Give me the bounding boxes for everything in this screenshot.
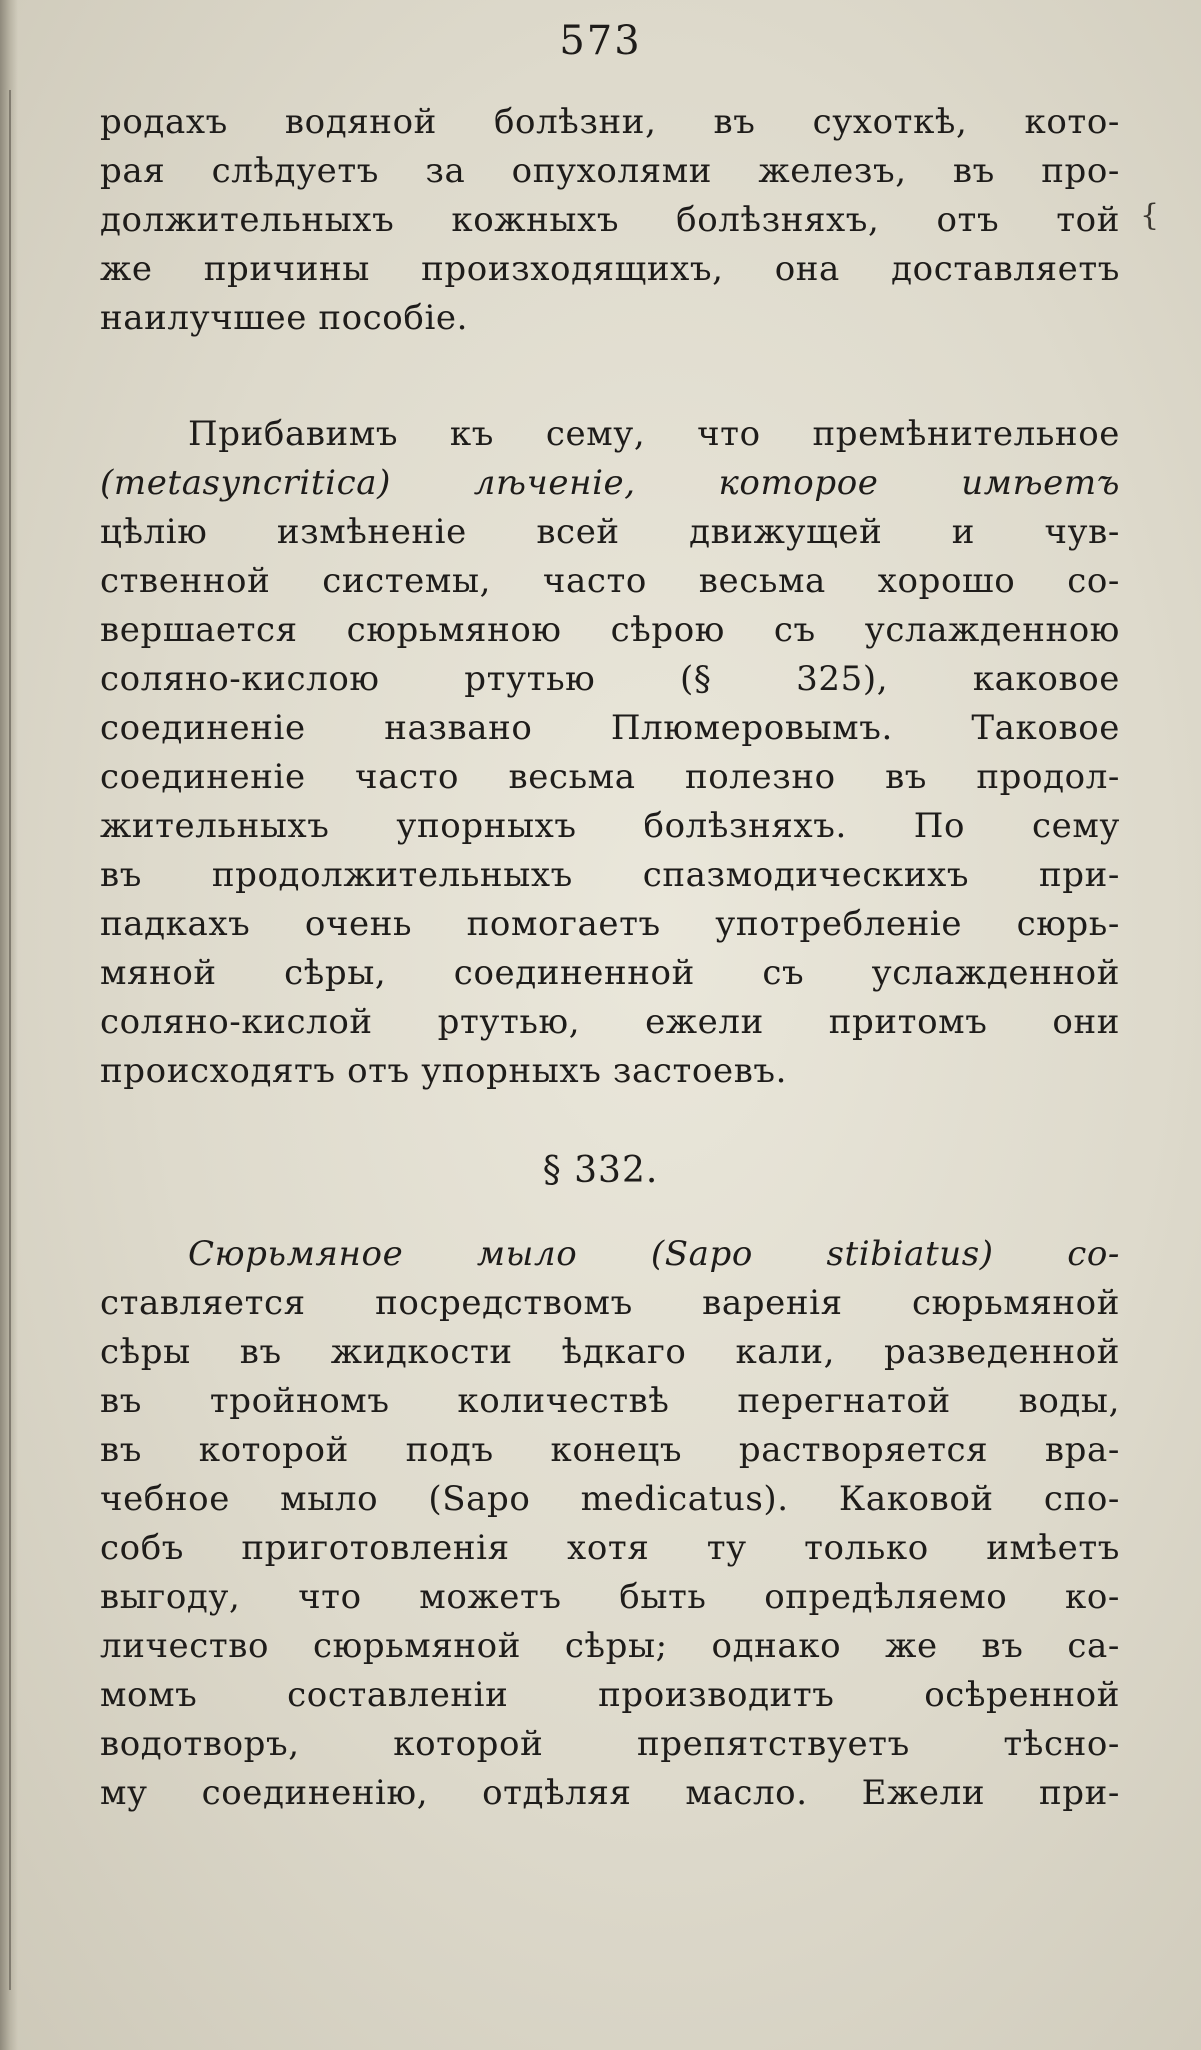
text-line: мяной сѣры, соединенной съ услажденной [100,953,1120,993]
text-line: личество сюрьмяной сѣры; однако же въ са- [100,1626,1120,1666]
text-line: же причины произходящихъ, она доставляетъ [100,249,1120,289]
paragraph-continuation [100,98,1120,343]
text-line-latin-term [100,459,1120,508]
text-line: должительныхъ кожныхъ болѣзняхъ, отъ той [100,200,1120,240]
text-line: ственной системы, часто весьма хорошо со- [100,561,1120,601]
text-line: соляно-кислой ртутью, ежели притомъ они [100,1002,1120,1042]
paragraph-sapo-stibiatus [100,1230,1120,1818]
text-line: въ тройномъ количествѣ перегнатой воды, [100,1381,1120,1421]
text-line: падкахъ очень помогаетъ употребленіе сюрь- [100,904,1120,944]
text-line: въ которой подъ конецъ растворяется вра- [100,1430,1120,1470]
text-line: жительныхъ упорныхъ болѣзняхъ. По сему [100,806,1120,846]
text-line: въ продолжительныхъ спазмодическихъ при- [100,855,1120,895]
text-line: выгоду, что можетъ быть опредѣляемо ко- [100,1577,1120,1617]
text-line: собъ приготовленія хотя ту только имѣетъ [100,1528,1120,1568]
text-line: цѣлію измѣненіе всей движущей и чув- [100,512,1120,552]
text-line: родахъ водяной болѣзни, въ сухоткѣ, кото- [100,102,1120,142]
text-line: наилучшее пособіе. [100,298,469,338]
margin-mark: { [1140,198,1160,233]
text-line: ставляется посредствомъ варенія сюрьмяной [100,1283,1120,1323]
text-line: соединеніе названо Плюмеровымъ. Таковое [100,708,1120,748]
text-line: Прибавимъ къ сему, что премѣнительное [188,414,1120,454]
paragraph-metasyncritica [100,410,1120,1096]
section-heading: § 332. [542,1150,659,1191]
text-line: рая слѣдуетъ за опухолями железъ, въ про- [100,151,1120,191]
text-line: происходятъ отъ упорныхъ застоевъ. [100,1051,788,1091]
text-line: Сюрьмяное мыло (Sapo stibiatus) со- [188,1234,1120,1274]
text-line: водотворъ, которой препятствуетъ тѣсно- [100,1724,1120,1764]
text-line: соединеніе часто весьма полезно въ продол- [100,757,1120,797]
text-line: момъ составленіи производитъ осѣренной [100,1675,1120,1715]
text-line: вершается сюрьмяною сѣрою съ услажденною [100,610,1120,650]
text-line: соляно-кислою ртутью (§ 325), каковое [100,659,1120,699]
page-number: 573 [559,18,642,64]
latin-term: (metasyncritica) лѣченіе, которое имѣетъ [100,463,1120,503]
text-line: чебное мыло (Sapo medicatus). Каковой спо- [100,1479,1120,1519]
text-line: му соединенію, отдѣляя масло. Ежели при- [100,1773,1120,1813]
text-line: сѣры въ жидкости ѣдкаго кали, разведенной [100,1332,1120,1372]
gutter-rule-line [9,90,11,1990]
